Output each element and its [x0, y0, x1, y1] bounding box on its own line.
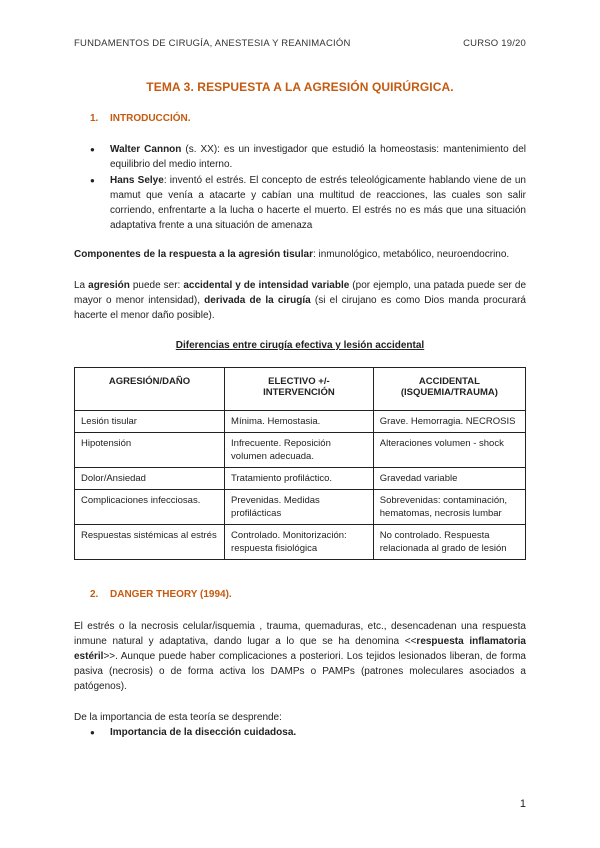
header-course-year: CURSO 19/20 [463, 38, 526, 49]
section-label: INTRODUCCIÓN. [110, 113, 191, 124]
components-paragraph [74, 247, 526, 262]
bullet-dissection [90, 725, 526, 740]
components-text: : inmunológico, metabólico, neuroendocrino. [312, 249, 510, 260]
table-cell: Prevenidas. Medidas profilácticas [225, 490, 374, 525]
table-cell: Mínima. Hemostasia. [225, 411, 374, 433]
text-run: El estrés o la necrosis celular/isquemia , trauma, quemaduras, etc., desencadenan una respuesta inmune natural y adaptativa, dando lugar a lo que se ha denomina << [74, 621, 526, 647]
bold-run: accidental y de intensidad variable [183, 280, 350, 291]
table-cell: Tratamiento profiláctico. [225, 468, 374, 490]
column-header: ACCIDENTAL (ISQUEMIA/TRAUMA) [373, 368, 525, 411]
table-title: Diferencias entre cirugía efectiva y lesión accidental [175, 340, 425, 351]
column-header: AGRESIÓN/DAÑO [75, 368, 225, 411]
table-row [75, 468, 526, 490]
text-run: >>. Aunque puede haber complicaciones a posteriori. Los tejidos lesionados liberan, de forma pasiva (necrosis) o de forma activa los DAMPs o PAMPs (patrones moleculares asociados a patógenos). [74, 651, 526, 692]
bullet-text: : inventó el estrés. El concepto de estrés teleológicamente hablando viene de un mamut que venía a atacarte y cabían una multitud de reacciones, las cuales son salir corriendo, enfrentarte a la lucha o hacerte el muerto. El estrés no es más que una situación adaptativa frente a una situación de amenaza [110, 175, 526, 231]
text-run: La [74, 280, 89, 291]
bold-run: agresión [88, 280, 130, 291]
importance-intro: De la importancia de esta teoría se desprende: [74, 712, 282, 723]
page-number: 1 [519, 798, 526, 810]
page-title: TEMA 3. RESPUESTA A LA AGRESIÓN QUIRÚRGICA. [146, 80, 454, 94]
text-run: (por ejemplo, una patada puede ser de mayor o menor intensidad), [74, 280, 527, 306]
bullet-walter-cannon [90, 142, 526, 172]
table-cell: No controlado. Respuesta relacionada al grado de lesión [373, 525, 525, 560]
bullet-bold: Hans Selye [110, 175, 164, 186]
text-run: puede ser: [129, 280, 184, 291]
components-bold: Componentes de la respuesta a la agresión tisular [74, 249, 313, 260]
bold-run: derivada de la cirugía [204, 295, 311, 306]
aggression-paragraph [74, 278, 526, 323]
header-course-title: FUNDAMENTOS DE CIRUGÍA, ANESTESIA Y REANIMACIÓN [74, 38, 351, 49]
table-row [75, 525, 526, 560]
table-cell: Infrecuente. Reposición volumen adecuada. [225, 433, 374, 468]
intro-bullet-list [90, 142, 526, 234]
table-row [75, 490, 526, 525]
table-header-row [75, 368, 526, 411]
comparison-table [74, 367, 526, 560]
section-heading-danger-theory [90, 589, 232, 600]
section-heading-introduction [90, 113, 191, 124]
bold-run: respuesta inflamatoria estéril [74, 636, 526, 662]
table-cell: Hipotensión [75, 433, 225, 468]
section-label: DANGER THEORY (1994). [110, 589, 232, 600]
table-cell: Sobrevenidas: contaminación, hematomas, necrosis lumbar [373, 490, 525, 525]
table-row [75, 433, 526, 468]
table-cell: Controlado. Monitorización: respuesta fisiológica [225, 525, 374, 560]
section-number: 2. [90, 589, 99, 600]
table-cell: Respuestas sistémicas al estrés [75, 525, 225, 560]
danger-theory-paragraph [74, 619, 526, 694]
table-cell: Grave. Hemorragia. NECROSIS [373, 411, 525, 433]
bullet-bold: Walter Cannon [110, 144, 182, 155]
column-header: ELECTIVO +/- INTERVENCIÓN [225, 368, 374, 411]
table-cell: Complicaciones infecciosas. [75, 490, 225, 525]
table-cell: Gravedad variable [373, 468, 525, 490]
bullet-hans-selye [90, 173, 526, 233]
text-run: (si el cirujano es como Dios manda procurará hacerte el menor daño posible). [74, 295, 526, 321]
importance-bullet-list [90, 725, 526, 741]
table-row [75, 411, 526, 433]
table-cell: Lesión tisular [75, 411, 225, 433]
table-cell: Alteraciones volumen - shock [373, 433, 525, 468]
table-cell: Dolor/Ansiedad [75, 468, 225, 490]
section-number: 1. [90, 113, 99, 124]
bullet-text: (s. XX): es un investigador que estudió la homeostasis: mantenimiento del equilibrio del medio interno. [110, 144, 527, 170]
bullet-bold: Importancia de la disección cuidadosa. [110, 727, 297, 738]
